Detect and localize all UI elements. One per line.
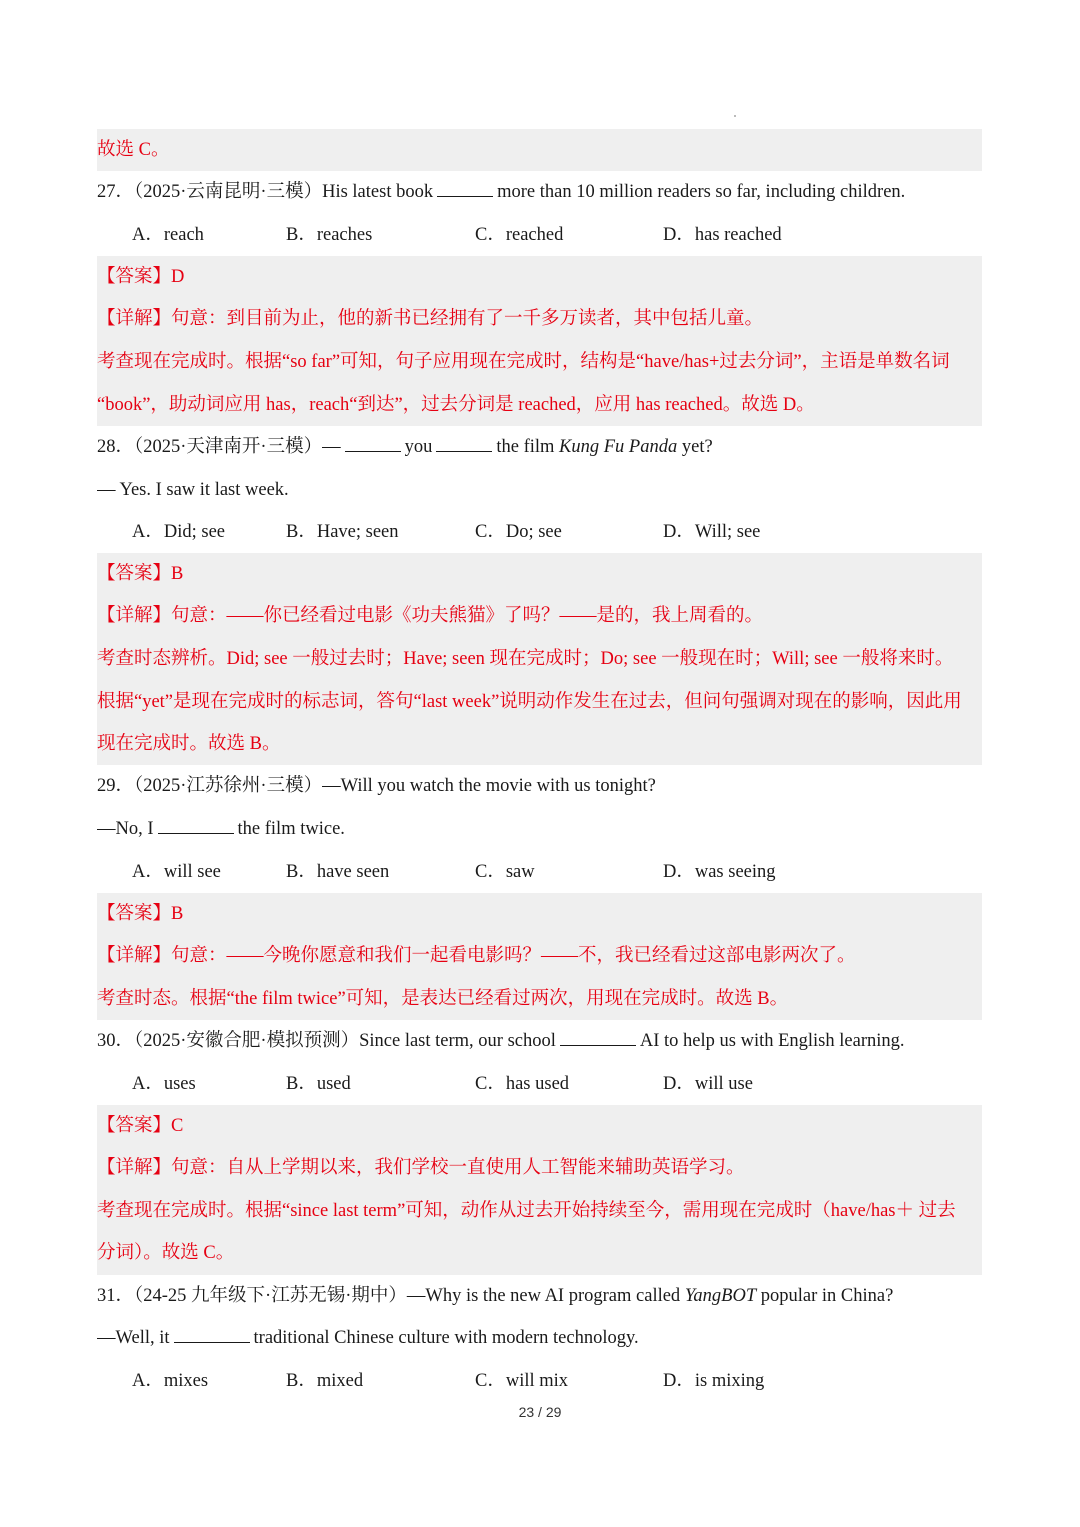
question-source: （24-25 九年级下·江苏无锡·期中） — [134, 1286, 407, 1306]
option-d: D．Will; see — [663, 522, 761, 542]
question-29-stem — [97, 765, 982, 807]
option-c: C．Do; see — [475, 522, 562, 542]
analysis-29-line-1: 考查时态。根据“the film twice”可知，是表达已经看过两次，用现在完成时。故选 B。 — [97, 989, 789, 1009]
detail-text: 句意：——今晚你愿意和我们一起看电影吗？——不，我已经看过这部电影两次了。 — [171, 946, 856, 966]
option-d: D．has reached — [663, 225, 782, 245]
answer-28: 【答案】B — [97, 564, 184, 584]
detail-30 — [97, 1147, 982, 1189]
stem-text: the film — [496, 437, 555, 457]
question-27-stem — [97, 171, 982, 213]
stem-text: —Will you watch the movie with us tonight? — [322, 776, 656, 796]
analysis-30-line-1: 考查现在完成时。根据“since last term”可知，动作从过去开始持续至今，需用现在完成时（have/has＋ 过去 — [97, 1201, 956, 1221]
detail-label: 【详解】 — [97, 946, 172, 966]
answer-blank — [345, 437, 401, 452]
question-source: （2025·江苏徐州·三模） — [134, 776, 323, 796]
answer-blank — [158, 819, 234, 834]
stem-text: you — [404, 437, 433, 457]
option-c: C．has used — [475, 1074, 570, 1094]
detail-text: 句意：自从上学期以来，我们学校一直使用人工智能来辅助英语学习。 — [171, 1158, 745, 1178]
option-b: B．reaches — [286, 225, 373, 245]
analysis-30-line-2: 分词）。故选 C。 — [97, 1243, 235, 1263]
detail-29 — [97, 935, 982, 977]
option-c: C．reached — [475, 225, 564, 245]
option-b: B．have seen — [286, 862, 390, 882]
question-number: 31． — [97, 1286, 135, 1306]
answer-blank — [437, 182, 493, 197]
stem-text: popular in China? — [760, 1286, 894, 1306]
option-b: B．mixed — [286, 1371, 364, 1391]
option-c: C．saw — [475, 862, 535, 882]
question-number: 27． — [97, 182, 135, 202]
stem-text: AI to help us with English learning. — [639, 1031, 905, 1051]
question-number: 29． — [97, 776, 135, 796]
answer-30: 【答案】C — [97, 1116, 184, 1136]
question-number: 28． — [97, 437, 135, 457]
program-name: YangBOT — [684, 1286, 757, 1306]
page-number: 23 / 29 — [518, 1404, 562, 1420]
detail-text: 句意：——你已经看过电影《功夫熊猫》了吗？——是的，我上周看的。 — [171, 606, 764, 626]
analysis-28-line-1: 考查时态辨析。Did; see 一般过去时；Have; seen 现在完成时；Do; see 一般现在时；Will; see 一般将来时。 — [97, 649, 954, 669]
question-source: （2025·安徽合肥·模拟预测） — [134, 1031, 360, 1051]
analysis-27-line-1: 考查现在完成时。根据“so far”可知，句子应用现在完成时，结构是“have/has+过去分词”，主语是单数名词 — [97, 352, 950, 372]
stem-text: traditional Chinese culture with modern technology. — [253, 1328, 639, 1348]
answer-blank — [436, 437, 492, 452]
stem-text: the film twice. — [237, 819, 345, 839]
stem-text: —Why is the new AI program called — [406, 1286, 681, 1306]
option-b: B．used — [286, 1074, 351, 1094]
stem-text: —No, I — [97, 819, 154, 839]
question-number: 30． — [97, 1031, 135, 1051]
detail-label: 【详解】 — [97, 309, 172, 329]
stem-text: more than 10 million readers so far, including children. — [497, 182, 906, 202]
question-28-stem — [97, 426, 982, 468]
stem-text: His latest book — [322, 182, 434, 202]
question-30-stem — [97, 1020, 982, 1062]
question-source: （2025·天津南开·三模） — [134, 437, 323, 457]
stem-text: —Well, it — [97, 1328, 170, 1348]
analysis-28-line-3: 现在完成时。故选 B。 — [97, 734, 281, 754]
option-d: D．is mixing — [663, 1371, 765, 1391]
stem-text: Since last term, our school — [359, 1031, 556, 1051]
option-a: A．reach — [132, 225, 204, 245]
option-b: B．Have; seen — [286, 522, 399, 542]
option-c: C．will mix — [475, 1371, 569, 1391]
detail-27 — [97, 298, 982, 340]
option-d: D．was seeing — [663, 862, 776, 882]
answer-blank — [560, 1031, 636, 1046]
stem-text: yet? — [681, 437, 713, 457]
option-a: A．uses — [132, 1074, 196, 1094]
answer-blank — [174, 1328, 250, 1343]
option-d: D．will use — [663, 1074, 753, 1094]
film-title: Kung Fu Panda — [559, 437, 678, 457]
prev-answer-tail: 故选 C。 — [97, 140, 170, 160]
option-a: A．Did; see — [132, 522, 225, 542]
analysis-28-line-2: 根据“yet”是现在完成时的标志词，答句“last week”说明动作发生在过去，但问句强调对现在的影响，因此用 — [97, 692, 962, 712]
answer-29: 【答案】B — [97, 904, 184, 924]
stem-text: — — [322, 437, 341, 457]
question-29-reply — [97, 808, 982, 850]
question-31-stem — [97, 1275, 982, 1317]
analysis-27-line-2: “book”，助动词应用 has，reach“到达”，过去分词是 reached，应用 has reached。故选 D。 — [97, 395, 815, 415]
question-28-reply: — Yes. I saw it last week. — [97, 480, 289, 500]
detail-label: 【详解】 — [97, 1158, 172, 1178]
option-a: A．mixes — [132, 1371, 209, 1391]
detail-28 — [97, 595, 982, 637]
detail-text: 句意：到目前为止，他的新书已经拥有了一千多万读者，其中包括儿童。 — [171, 309, 764, 329]
question-31-reply — [97, 1317, 982, 1359]
option-a: A．will see — [132, 862, 221, 882]
detail-label: 【详解】 — [97, 606, 172, 626]
question-source: （2025·云南昆明·三模） — [134, 182, 323, 202]
answer-27: 【答案】D — [97, 267, 185, 287]
scan-speck — [734, 115, 736, 117]
